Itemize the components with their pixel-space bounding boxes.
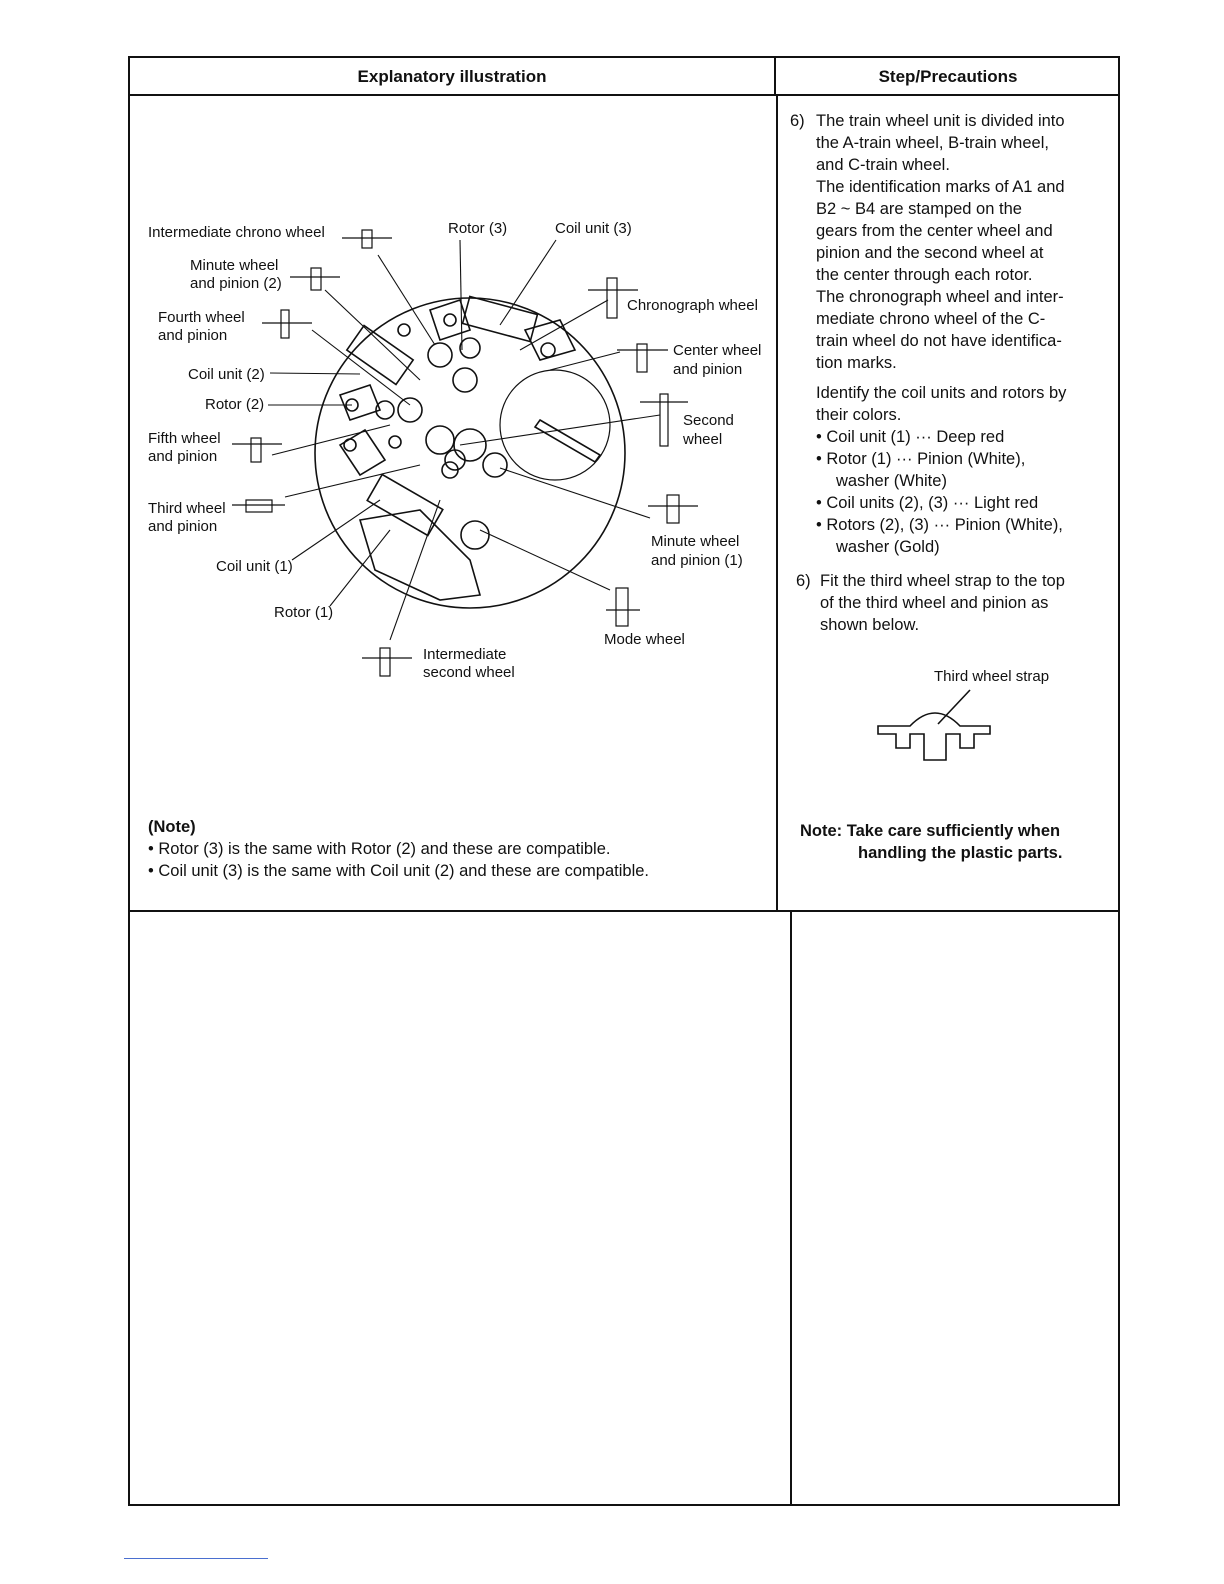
- label-center-wheel-line2: and pinion: [673, 361, 743, 378]
- step-line: train wheel do not have identifica-: [816, 332, 1062, 350]
- step-line: of the third wheel and pinion as: [820, 594, 1049, 612]
- color-item: washer (White): [836, 472, 947, 490]
- coil-unit-2: [347, 326, 413, 385]
- note-item: • Coil unit (3) is the same with Coil unit (2) and these are compatible.: [148, 862, 650, 880]
- label-fourth-wheel-line2: and pinion: [158, 327, 228, 344]
- label-center-wheel-line1: Center wheel: [673, 342, 762, 359]
- label-third-wheel-line1: Third wheel: [148, 500, 226, 517]
- label-fourth-wheel-line1: Fourth wheel: [158, 309, 245, 326]
- header-step-precautions: Step/Precautions: [776, 58, 1120, 96]
- row-divider: [130, 910, 1118, 912]
- coil-unit-3: [463, 296, 538, 341]
- label-intermediate-second-wheel-line1: Intermediate: [423, 646, 507, 663]
- step-line: tion marks.: [816, 354, 897, 372]
- color-item: • Rotors (2), (3) ··· Pinion (White),: [816, 516, 1063, 534]
- third-wheel-strap-diagram: [870, 688, 1000, 778]
- note-right: [800, 820, 1062, 864]
- label-fifth-wheel-line1: Fifth wheel: [148, 430, 221, 447]
- step-line: The identification marks of A1 and: [816, 178, 1065, 196]
- colors-intro-line: their colors.: [816, 406, 902, 424]
- label-coil-unit-3: Coil unit (3): [555, 220, 632, 237]
- label-minute-wheel-2-line2: and pinion (2): [190, 275, 282, 292]
- label-coil-unit-2: Coil unit (2): [188, 366, 265, 383]
- label-intermediate-second-wheel-line2: second wheel: [423, 664, 515, 681]
- step-line: mediate chrono wheel of the C-: [816, 310, 1046, 328]
- step-line: The train wheel unit is divided into: [816, 112, 1065, 130]
- bottom-rule: [124, 1558, 268, 1559]
- label-fifth-wheel-line2: and pinion: [148, 448, 218, 465]
- steps-column: [790, 110, 1090, 636]
- label-intermediate-chrono-wheel: Intermediate chrono wheel: [148, 224, 325, 241]
- step-number: 6): [790, 112, 805, 130]
- note-right-line1: Note: Take care sufficiently when: [800, 822, 1061, 840]
- movement-diagram: [130, 95, 776, 795]
- step-number: 6): [796, 572, 811, 590]
- step-line: The chronograph wheel and inter-: [816, 288, 1064, 306]
- step-line: gears from the center wheel and: [816, 222, 1053, 240]
- label-mode-wheel: Mode wheel: [604, 631, 685, 648]
- label-third-wheel-line2: and pinion: [148, 518, 218, 535]
- note-item: • Rotor (3) is the same with Rotor (2) and these are compatible.: [148, 840, 611, 858]
- label-minute-wheel-2-line1: Minute wheel: [190, 257, 279, 274]
- step-line: pinion and the second wheel at: [816, 244, 1044, 262]
- step-line: and C-train wheel.: [816, 156, 950, 174]
- label-minute-wheel-1-line1: Minute wheel: [651, 533, 740, 550]
- step-line: the A-train wheel, B-train wheel,: [816, 134, 1049, 152]
- step-line: the center through each rotor.: [816, 266, 1033, 284]
- label-coil-unit-1: Coil unit (1): [216, 558, 293, 575]
- label-rotor-3: Rotor (3): [448, 220, 508, 237]
- color-item: • Coil unit (1) ··· Deep red: [816, 428, 1005, 446]
- third-wheel-strap-label: Third wheel strap: [934, 668, 1050, 685]
- note-right-line2: handling the plastic parts.: [858, 844, 1063, 862]
- step-line: B2 ~ B4 are stamped on the: [816, 200, 1022, 218]
- column-divider-top: [776, 94, 778, 912]
- column-divider-bottom: [790, 910, 792, 1506]
- step-line: Fit the third wheel strap to the top: [820, 572, 1065, 590]
- label-rotor-2: Rotor (2): [205, 396, 265, 413]
- coil-unit-1: [367, 475, 443, 536]
- label-second-wheel-line2: wheel: [683, 431, 723, 448]
- label-second-wheel-line1: Second: [683, 412, 734, 429]
- color-item: • Rotor (1) ··· Pinion (White),: [816, 450, 1026, 468]
- label-rotor-1: Rotor (1): [274, 604, 334, 621]
- header-explanatory-illustration: Explanatory illustration: [130, 58, 776, 96]
- label-chronograph-wheel: Chronograph wheel: [627, 297, 758, 314]
- label-minute-wheel-1-line2: and pinion (1): [651, 552, 743, 569]
- step-line: shown below.: [820, 616, 920, 634]
- color-item: washer (Gold): [836, 538, 940, 556]
- colors-intro-line: Identify the coil units and rotors by: [816, 384, 1067, 402]
- note-left: [148, 816, 649, 882]
- color-item: • Coil units (2), (3) ··· Light red: [816, 494, 1039, 512]
- note-title: (Note): [148, 818, 196, 836]
